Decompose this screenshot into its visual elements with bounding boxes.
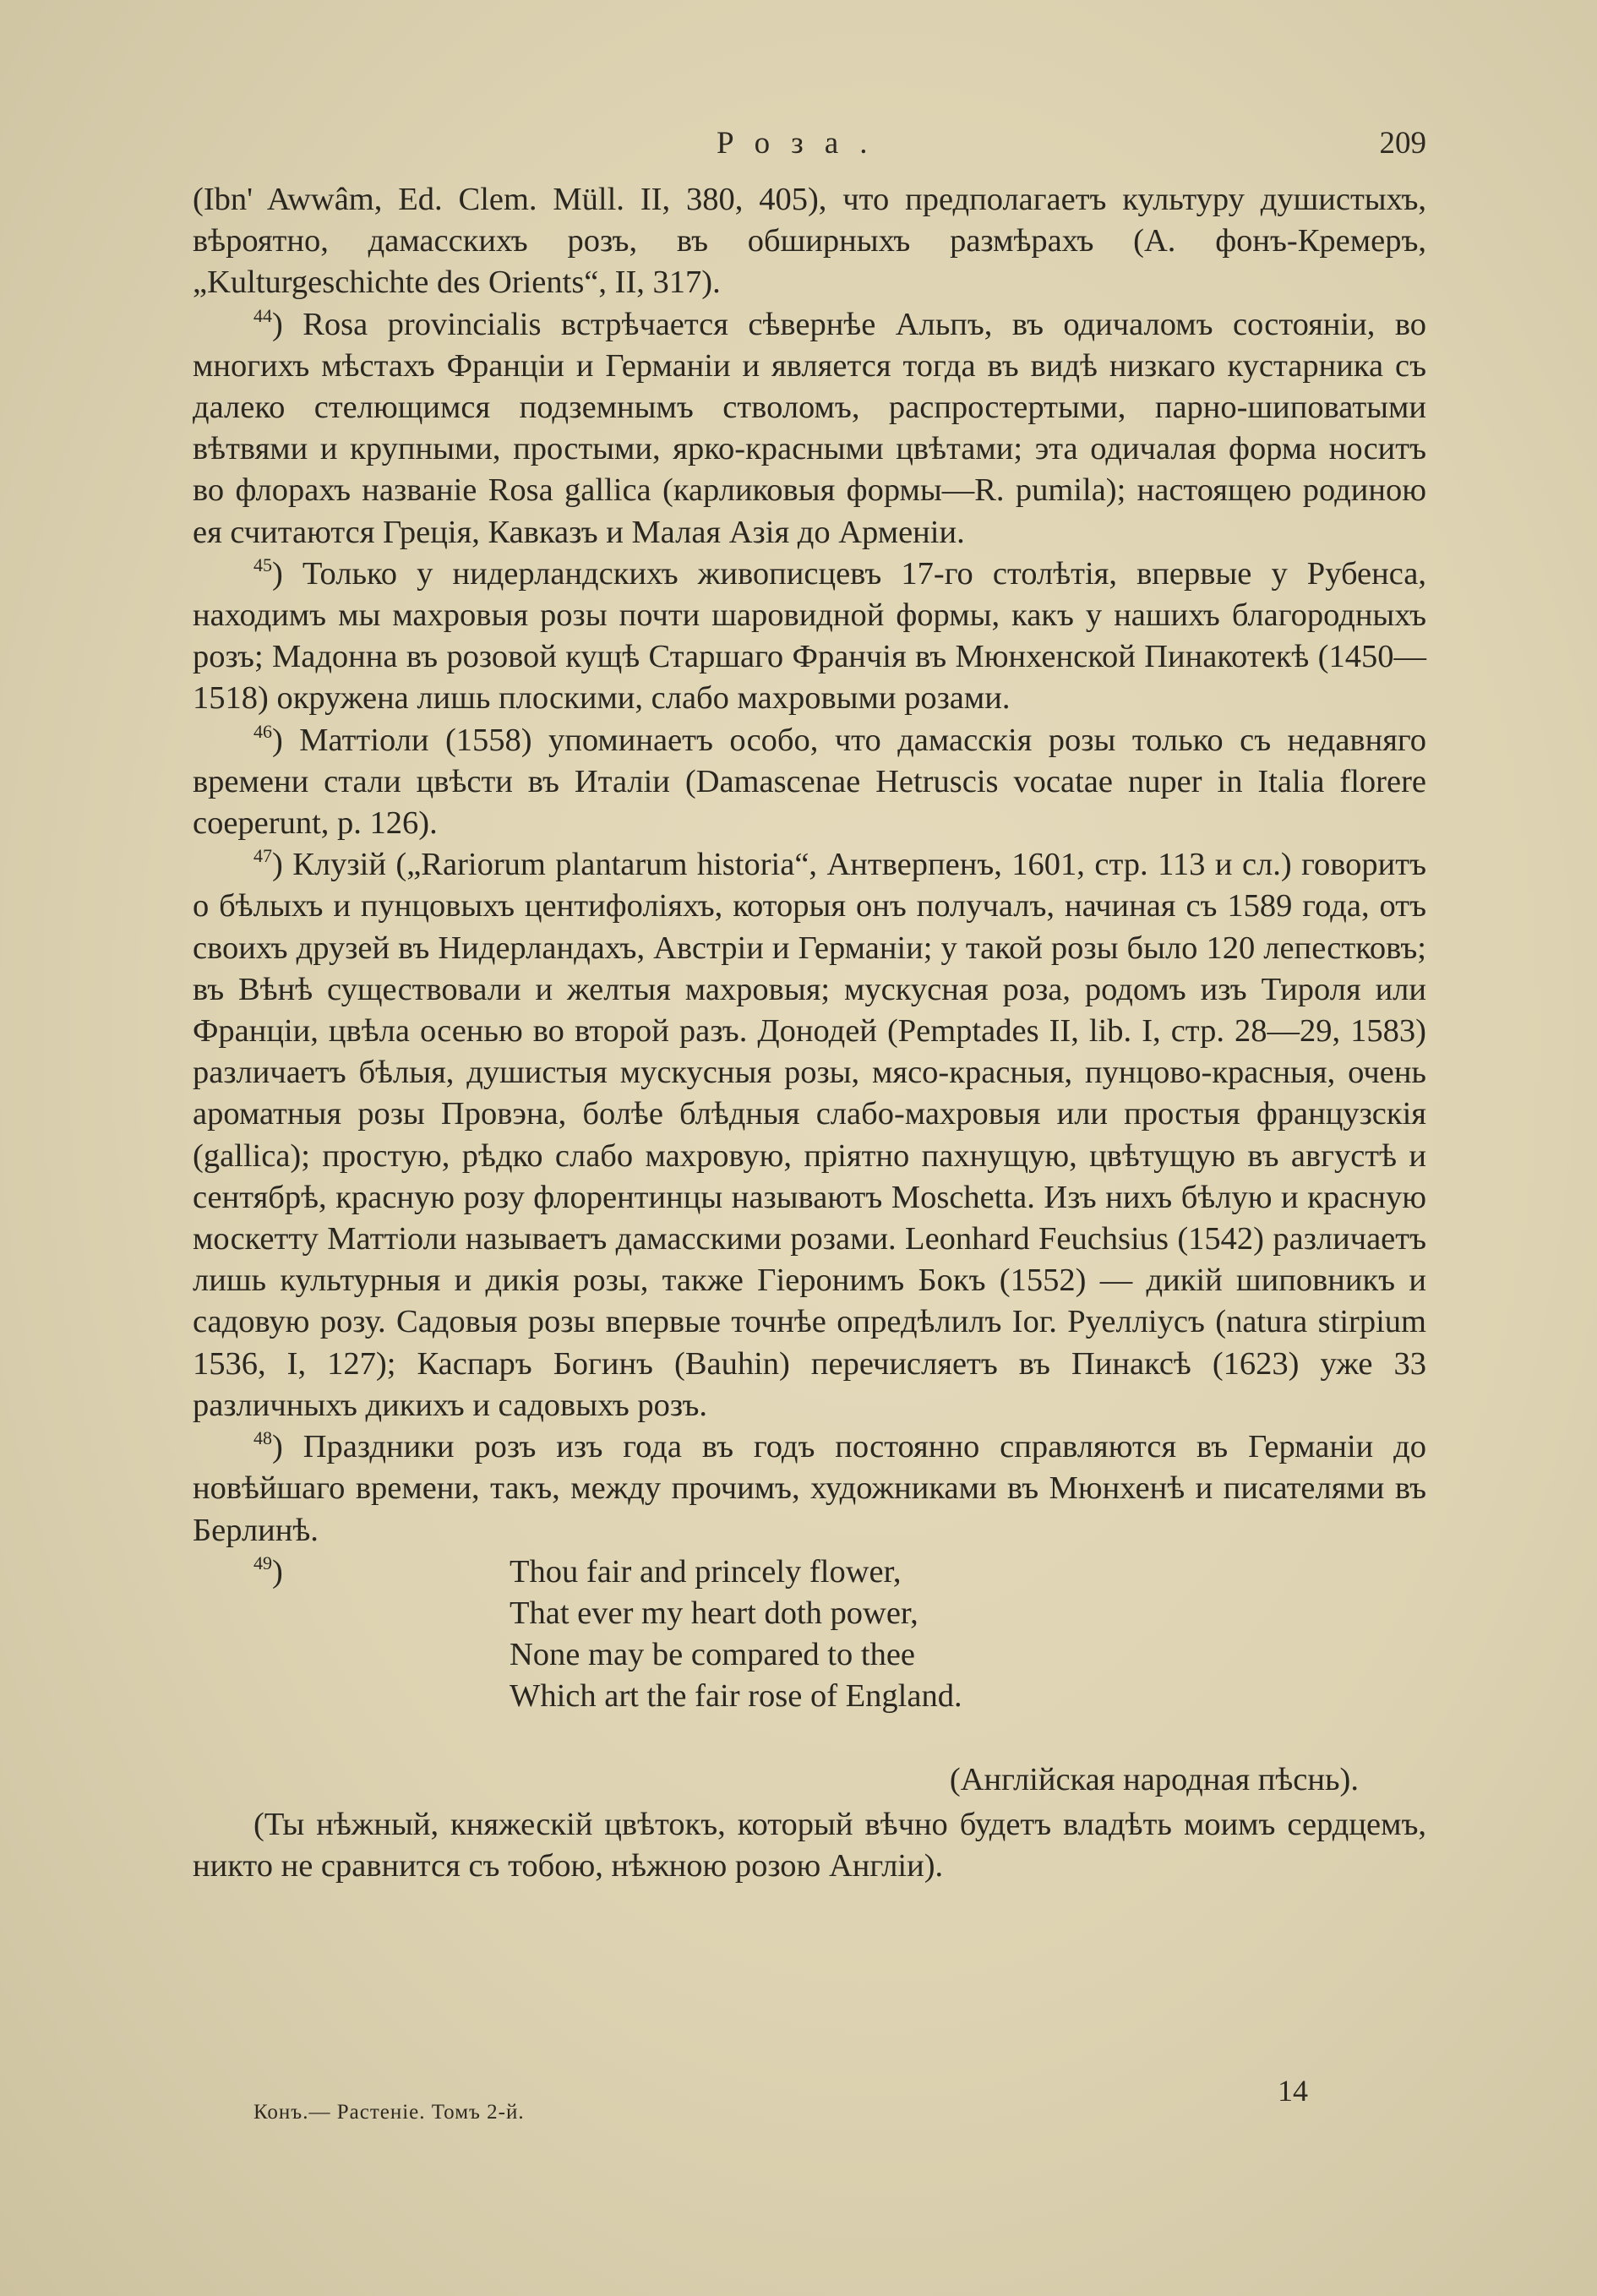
footnote-continuation <box>193 179 1426 304</box>
paragraph-text: Маттіоли (1558) упоминаетъ особо, что дамасскія розы только съ недавняго времени стали цвѣсти въ Италіи (Damascenae Hetruscis vocatae nuper in Italia florere coeperunt, p. 126). <box>193 722 1426 842</box>
paragraph-text: (Ibn' Awwâm, Ed. Clem. Müll. II, 380, 405), что предполагаетъ культуру душистыхъ, вѣроятно, дамасскихъ розъ, въ обширныхъ размѣрахъ (А. фонъ-Кремеръ, „Kulturgeschichte des Orients“, II, 317). <box>193 182 1426 301</box>
page-header <box>193 125 1426 167</box>
poem-line: Which art the fair rose of England. <box>510 1678 962 1715</box>
footnotes-body <box>193 179 1426 1887</box>
poem-translation <box>193 1804 1426 1887</box>
footnote-number: 44 <box>253 304 272 326</box>
footnote-number: 48 <box>253 1427 272 1449</box>
footnote-45: $^{45}$) Только у нидерландскихъ живописцевъ 17-го столѣтія, впервые у Рубенса, находимъ мы махровыя розы почти шаровидной формы, какъ у нашихъ благородныхъ розъ; Мадонна въ розовой кущѣ Старшаго Франчія въ Мюнхенской Пинакотекѣ (1450—1518) окружена лишь плоскими, слабо махровыми розами. <box>193 554 1426 717</box>
paragraph-text: (Ты нѣжный, княжескій цвѣтокъ, который вѣчно будетъ владѣть моимъ сердцемъ, никто не сравнится съ тобою, нѣжною розою Англіи). <box>193 1806 1426 1884</box>
footnote-number: 49 <box>253 1552 272 1573</box>
paragraph-text: Rosa provincialis встрѣчается сѣвернѣе Альпъ, въ одичаломъ состояніи, во многихъ мѣстахъ Франціи и Германіи и является тогда въ видѣ низкаго кустарника съ далеко стелющимся подземнымъ стволомъ, распростертыми, парно-шиповатыми вѣтвями и крупными, простыми, ярко-красными цвѣтами; эта одичалая форма носитъ во флорахъ названіе Rosa gallica (карликовыя формы—R. pumila); настоящею родиною ея считаются Греція, Кавказъ и Малая Азія до Арменіи. <box>193 306 1426 550</box>
signature-number: 14 <box>1278 2074 1308 2108</box>
footnote-48: $^{48}$) Праздники розъ изъ года въ годъ постоянно справляются въ Германіи до новѣйшаго времени, такъ, между прочимъ, художниками въ Мюнхенѣ и писателями въ Берлинѣ. <box>193 1427 1426 1548</box>
poem-line: That ever my heart doth power, <box>510 1595 918 1631</box>
footnote-number: 47 <box>253 845 272 867</box>
paragraph-text: Клузій („Rariorum plantarum historia“, Антверпенъ, 1601, стр. 113 и сл.) говоритъ о бѣлыхъ и пунцовыхъ центифоліяхъ, которыя онъ получалъ, начиная съ 1589 года, отъ своихъ друзей въ Нидерландахъ, Австріи и Германіи; у такой розы было 120 лепестковъ; въ Вѣнѣ существовали и желтыя махровыя; мускусная роза, родомъ изъ Тироля или Франціи, цвѣла осенью во второй разъ. Донодей (Pemptades II, lib. I, стр. 28—29, 1583) различаетъ бѣлыя, душистыя мускусныя розы, мясо-красныя, пунцово-красныя, очень ароматныя розы Провэна, болѣе блѣдныя слабо-махровыя или простыя французскія (gallica); простую, рѣдко слабо махровую, пріятно пахнущую, цвѣтущую въ августѣ и сентябрѣ, красную розу флорентинцы называютъ Moschetta. Изъ нихъ бѣлую и красную москетту Маттіоли называетъ дамасскими розами. Leonhard Feuchsius (1542) различаетъ лишь культурныя и дикія розы, также Гіеронимъ Бокъ (1552) — дикій шиповникъ и садовую розу. Садовыя розы впервые точнѣе опредѣлилъ Іог. Руелліусъ (natura stirpium 1536, I, 127); Каспаръ Богинъ (Bauhin) перечисляетъ въ Пинаксѣ (1623) уже 33 различныхъ дикихъ и садовыхъ розъ. <box>193 847 1426 1423</box>
poem-line: None may be compared to thee <box>510 1637 915 1673</box>
paragraph-text: Только у нидерландскихъ живописцевъ 17-го столѣтія, впервые у Рубенса, находимъ мы махровыя розы почти шаровидной формы, какъ у нашихъ благородныхъ розъ; Мадонна въ розовой кущѣ Старшаго Франчія въ Мюнхенской Пинакотекѣ (1450—1518) окружена лишь плоскими, слабо махровыми розами. <box>193 555 1426 717</box>
poem-footnote-marker: $^{49}$) <box>253 1552 283 1590</box>
running-title: Роза. <box>717 126 889 161</box>
english-poem <box>510 1552 962 1718</box>
poem-attribution: (Англійская народная пѣснь). <box>949 1761 1359 1797</box>
footnote-number: 46 <box>253 720 272 742</box>
footnote-number: 45 <box>253 554 272 575</box>
footnote-46: $^{46}$) Маттіоли (1558) упоминаетъ особо, что дамасскія розы только съ недавняго времени стали цвѣсти въ Италіи (Damascenae Hetruscis vocatae nuper in Italia florere coeperunt, p. 126). <box>193 720 1426 842</box>
footnote-44: $^{44}$) Rosa provincialis встрѣчается сѣвернѣе Альпъ, въ одичаломъ состояніи, во многихъ мѣстахъ Франціи и Германіи и является тогда въ видѣ низкаго кустарника съ далеко стелющимся подземнымъ стволомъ, распростертыми, парно-шиповатыми вѣтвями и крупными, простыми, ярко-красными цвѣтами; эта одичалая форма носитъ во флорахъ названіе Rosa gallica (карликовыя формы—R. pumila); настоящею родиною ея считаются Греція, Кавказъ и Малая Азія до Арменіи. <box>193 304 1426 550</box>
page-number: 209 <box>1379 126 1426 161</box>
footnote-47: $^{47}$) Клузій („Rariorum plantarum historia“, Антверпенъ, 1601, стр. 113 и сл.) говоритъ о бѣлыхъ и пунцовыхъ центифоліяхъ, которыя онъ получалъ, начиная съ 1589 года, отъ своихъ друзей въ Нидерландахъ, Австріи и Германіи; у такой розы было 120 лепестковъ; въ Вѣнѣ существовали и желтыя махровыя; мускусная роза, родомъ изъ Тироля или Франціи, цвѣла осенью во второй разъ. Донодей (Pemptades II, lib. I, стр. 28—29, 1583) различаетъ бѣлыя, душистыя мускусныя розы, мясо-красныя, пунцово-красныя, очень ароматныя розы Провэна, болѣе блѣдныя слабо-махровыя или простыя французскія (gallica); простую, рѣдко слабо махровую, пріятно пахнущую, цвѣтущую въ августѣ и сентябрѣ, красную розу флорентинцы называютъ Moschetta. Изъ нихъ бѣлую и красную москетту Маттіоли называетъ дамасскими розами. Leonhard Feuchsius (1542) различаетъ лишь культурныя и дикія розы, также Гіеронимъ Бокъ (1552) — дикій шиповникъ и садовую розу. Садовыя розы впервые точнѣе опредѣлилъ Іог. Руелліусъ (natura stirpium 1536, I, 127); Каспаръ Богинъ (Bauhin) перечисляетъ въ Пинаксѣ (1623) уже 33 различныхъ дикихъ и садовыхъ розъ. <box>193 845 1426 1423</box>
poem-line: Thou fair and princely flower, <box>510 1553 902 1590</box>
signature-line: Конъ.— Растеніе. Томъ 2-й. <box>253 2101 525 2124</box>
footnote-49-poem <box>193 1552 1426 1759</box>
paragraph-text: Праздники розъ изъ года въ годъ постоянно справляются въ Германіи до новѣйшаго времени, такъ, между прочимъ, художниками въ Мюнхенѣ и писателями въ Берлинѣ. <box>193 1429 1426 1548</box>
